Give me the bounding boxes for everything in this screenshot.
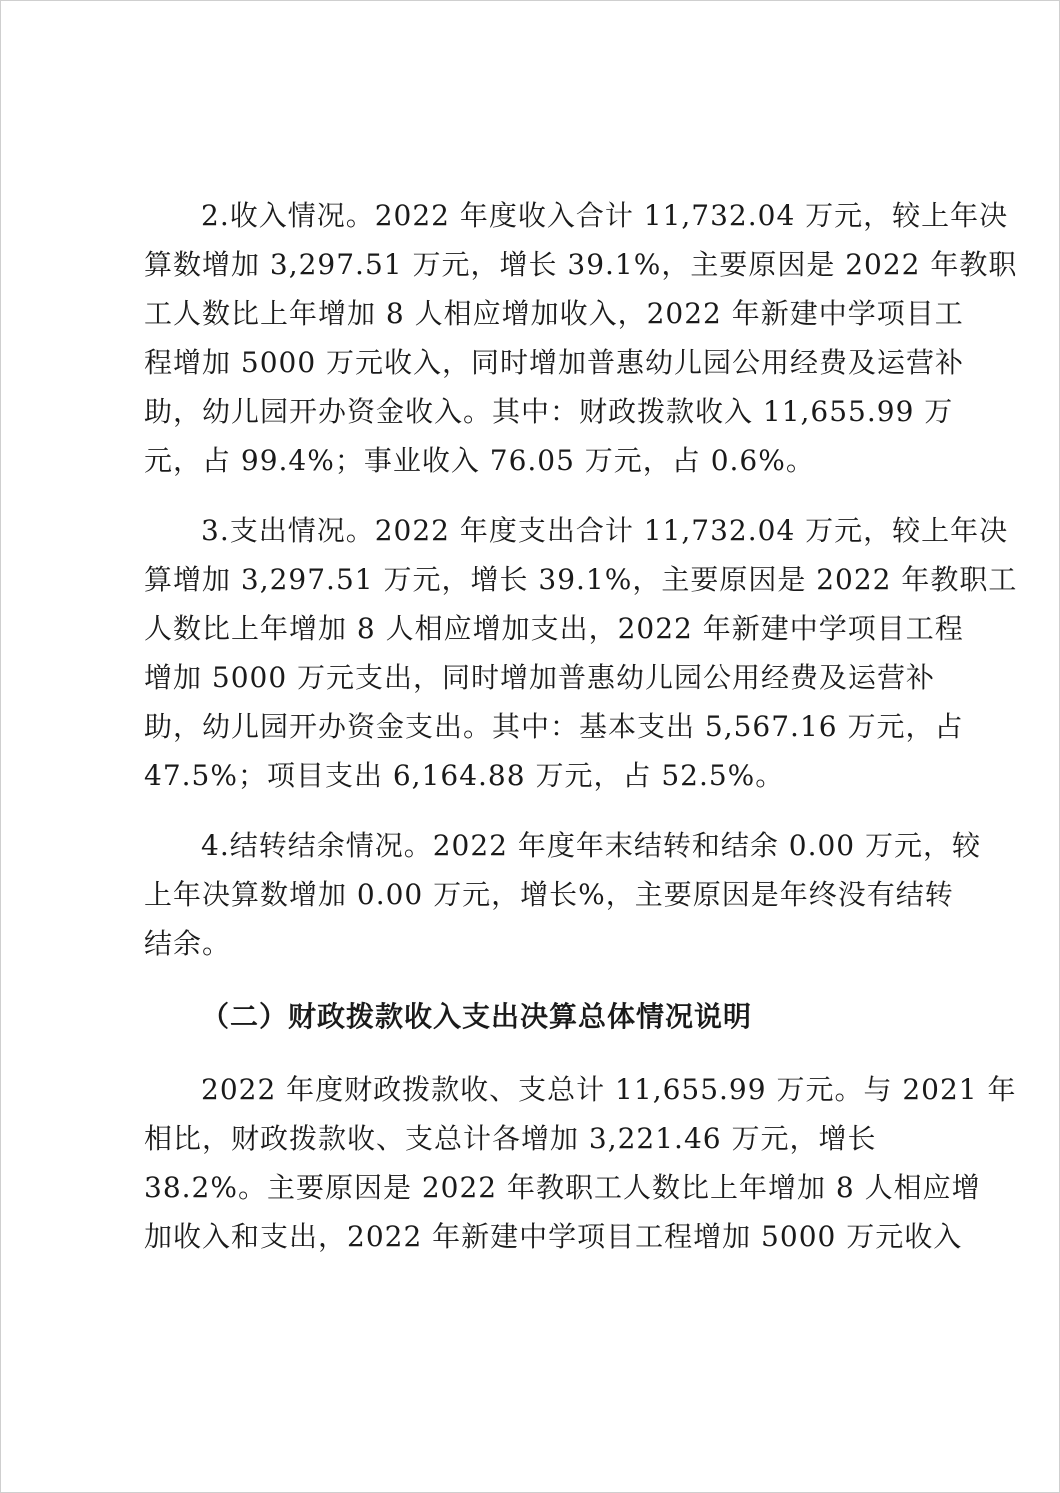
paragraph-carryover	[144, 821, 982, 968]
text-line: 人数比上年增加 8 人相应增加支出，2022 年新建中学项目工程	[144, 612, 964, 645]
text-line: 3.支出情况。2022 年度支出合计 11,732.04 万元，较上年决	[201, 514, 1009, 547]
text-line: 2022 年度财政拨款收、支总计 11,655.99 万元。与 2021 年	[201, 1073, 1017, 1106]
text-line: 元，占 99.4%；事业收入 76.05 万元，占 0.6%。	[144, 444, 815, 477]
paragraph-spacer	[144, 1041, 919, 1065]
text-line: 加收入和支出，2022 年新建中学项目工程增加 5000 万元收入	[144, 1220, 963, 1253]
paragraph-spacer	[144, 800, 919, 821]
text-line: 算增加 3,297.51 万元，增长 39.1%，主要原因是 2022 年教职工	[144, 563, 1018, 596]
text-line: 结余。	[144, 927, 232, 960]
text-line: 助，幼儿园开办资金支出。其中：基本支出 5,567.16 万元，占	[144, 710, 964, 743]
text-line: 38.2%。主要原因是 2022 年教职工人数比上年增加 8 人相应增	[144, 1171, 981, 1204]
text-line: 2.收入情况。2022 年度收入合计 11,732.04 万元，较上年决	[201, 199, 1009, 232]
paragraph-spacer	[144, 968, 919, 992]
document-body	[144, 191, 1018, 1261]
paragraph-spacer	[144, 485, 919, 506]
text-line: 增加 5000 万元支出，同时增加普惠幼儿园公用经费及运营补	[144, 661, 936, 694]
paragraph-expenditure	[144, 506, 1018, 800]
text-line: 4.结转结余情况。2022 年度年末结转和结余 0.00 万元，较	[201, 829, 982, 862]
text-line: 工人数比上年增加 8 人相应增加收入，2022 年新建中学项目工	[144, 297, 964, 330]
text-line: 算数增加 3,297.51 万元，增长 39.1%，主要原因是 2022 年教职	[144, 248, 1018, 281]
section-heading: （二）财政拨款收入支出决算总体情况说明	[201, 1000, 753, 1033]
text-line: 相比，财政拨款收、支总计各增加 3,221.46 万元，增长	[144, 1122, 877, 1155]
text-line: 47.5%；项目支出 6,164.88 万元，占 52.5%。	[144, 759, 785, 792]
text-line: 程增加 5000 万元收入，同时增加普惠幼儿园公用经费及运营补	[144, 346, 965, 379]
text-line: 助，幼儿园开办资金收入。其中：财政拨款收入 11,655.99 万	[144, 395, 954, 428]
paragraph-fiscal	[144, 1065, 1017, 1261]
paragraph-income	[144, 191, 1018, 485]
text-line: 上年决算数增加 0.00 万元，增长%，主要原因是年终没有结转	[144, 878, 954, 911]
